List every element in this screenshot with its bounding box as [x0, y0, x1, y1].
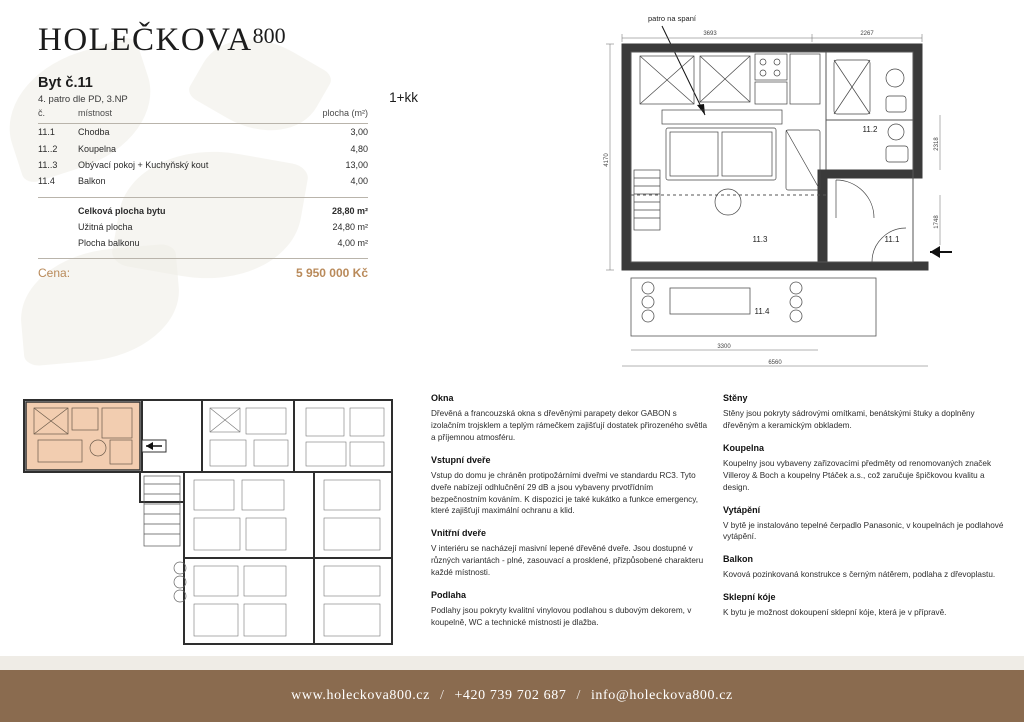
spec-body: Vstup do domu je chráněn protipožárními dveřmi ve standardu RC3. Tyto dveře nabízejí odhlučnění 29 dB a jsou vybaveny prvotřídním bezpečnostním kováním. K dispozici je také kukátko a funkce emergency, které zajišťují maximální ochranu a klid.	[431, 470, 698, 516]
room-no: 11..3	[38, 159, 58, 170]
title-block	[38, 22, 418, 105]
svg-text:3300: 3300	[717, 344, 731, 350]
svg-text:3693: 3693	[703, 31, 717, 37]
table-row	[38, 124, 368, 140]
spec-body: V interiéru se nacházejí masivní lepené dřevěné dveře. Jsou dostupné v různých variantách - plné, zasouvací a prosklené, přizpůsobené charakteru každé místnosti.	[431, 544, 704, 578]
spec-title: Podlaha	[431, 590, 467, 601]
spec-body: Koupelny jsou vybaveny zařizovacími předměty od renomovaných značek Villeroy & Boch a koupelny Ptáček a.s., což zaručuje špičkovou kvalitu a design.	[723, 458, 992, 492]
footer-separator: /	[576, 688, 581, 703]
unit-layout-type: 1+kk	[389, 90, 418, 105]
col-header-no: č.	[38, 108, 46, 118]
spec-body: V bytě je instalováno tepelné čerpadlo Panasonic, v koupelnách je podlahové vytápění.	[723, 520, 1004, 542]
price-value: 5 950 000 Kč	[295, 266, 368, 281]
unit-row	[38, 75, 418, 105]
room-name: Chodba	[78, 127, 110, 138]
room-area: 3,00	[350, 127, 368, 138]
svg-text:4170: 4170	[604, 153, 610, 167]
table-header	[38, 108, 368, 124]
spec-body: Kovová pozinkovaná konstrukce s černým nátěrem, podlaha z dřevoplastu.	[723, 570, 996, 580]
svg-text:1748: 1748	[934, 215, 940, 229]
col-header-room: místnost	[78, 108, 113, 118]
room-area: 13,00	[345, 159, 368, 170]
balcony-area-label: Plocha balkonu	[78, 238, 140, 249]
room-area: 4,00	[350, 176, 368, 187]
balcony-area-value: 4,00 m²	[337, 238, 368, 249]
building-overview-plan	[14, 382, 404, 652]
room-no: 11.1	[38, 127, 55, 138]
svg-text:11.4: 11.4	[754, 307, 770, 316]
plan-annotation-sleeping-loft: patro na spaní	[648, 14, 696, 23]
footer-contact-bar	[0, 670, 1024, 722]
brand-sup: 800	[252, 23, 286, 48]
unit-name: Byt č.11	[38, 75, 93, 91]
area-table	[38, 108, 368, 284]
spec-body: Dřevěná a francouzská okna s dřevěnými parapety dekor GABON s izolačním trojsklem a teplým rámečkem zajišťují dostatek přirozeného světla a příjemnou atmosféru.	[431, 409, 708, 442]
svg-text:2318: 2318	[934, 137, 940, 151]
room-name: Obývací pokoj + Kuchyňský kout	[78, 159, 209, 170]
svg-text:2267: 2267	[860, 31, 874, 37]
footer-separator: /	[439, 688, 445, 703]
spec-title: Okna	[431, 393, 454, 403]
footer-phone-link[interactable]: +420 739 702 687	[454, 688, 567, 703]
usable-area-label: Užitná plocha	[78, 221, 133, 232]
svg-text:11.1: 11.1	[884, 235, 900, 244]
brand-main: HOLEČKOVA	[38, 22, 253, 58]
unit-floor-note: 4. patro dle PD, 3.NP	[38, 94, 128, 105]
total-area-value: 28,80 m²	[331, 205, 368, 216]
spec-title: Koupelna	[723, 442, 765, 453]
usable-area-value: 24,80 m²	[332, 221, 368, 232]
spec-title: Sklepní kóje	[723, 592, 776, 603]
price-row	[38, 259, 368, 283]
spec-body: K bytu je možnost dokoupení sklepní kóje, která je v přípravě.	[723, 608, 947, 618]
spec-column-left	[431, 392, 709, 639]
table-row	[38, 173, 368, 189]
usable-area-row	[38, 219, 368, 235]
room-name: Balkon	[78, 176, 106, 187]
brand-title	[38, 22, 418, 59]
footer-website-link[interactable]: www.holeckova800.cz	[291, 688, 430, 703]
footer-accent-strip	[0, 656, 1024, 670]
spec-column-right	[723, 392, 1008, 629]
room-area: 4,80	[350, 143, 368, 154]
spec-title: Vnitřní dveře	[431, 528, 487, 539]
svg-text:11.3: 11.3	[752, 235, 768, 244]
balcony-area-row	[38, 235, 368, 251]
svg-text:6560: 6560	[768, 360, 782, 366]
total-area-label: Celková plocha bytu	[78, 205, 166, 216]
room-no: 11..2	[38, 143, 58, 154]
table-row	[38, 140, 368, 156]
spec-title: Vytápění	[723, 504, 761, 515]
spec-body: Podlahy jsou pokryty kvalitní vinylovou podlahou s dubovým dekorem, v koupelně, WC a technické místnosti je dlažba.	[431, 606, 692, 627]
spec-title: Stěny	[723, 393, 748, 403]
svg-text:11.2: 11.2	[862, 125, 878, 134]
room-name: Koupelna	[78, 143, 117, 154]
room-no: 11.4	[38, 176, 55, 187]
price-label: Cena:	[38, 266, 71, 281]
table-row	[38, 157, 368, 173]
spec-title: Vstupní dveře	[431, 454, 491, 465]
footer-email-link[interactable]: info@holeckova800.cz	[590, 688, 733, 703]
spec-body: Stěny jsou pokryty sádrovými omítkami, benátskými štuky a doplněny dřevěným a keramickým obkladem.	[723, 409, 975, 430]
total-area-row	[38, 198, 368, 219]
col-header-area: plocha (m²)	[322, 108, 368, 118]
spec-title: Balkon	[723, 554, 754, 565]
main-floor-plan	[600, 20, 1000, 370]
